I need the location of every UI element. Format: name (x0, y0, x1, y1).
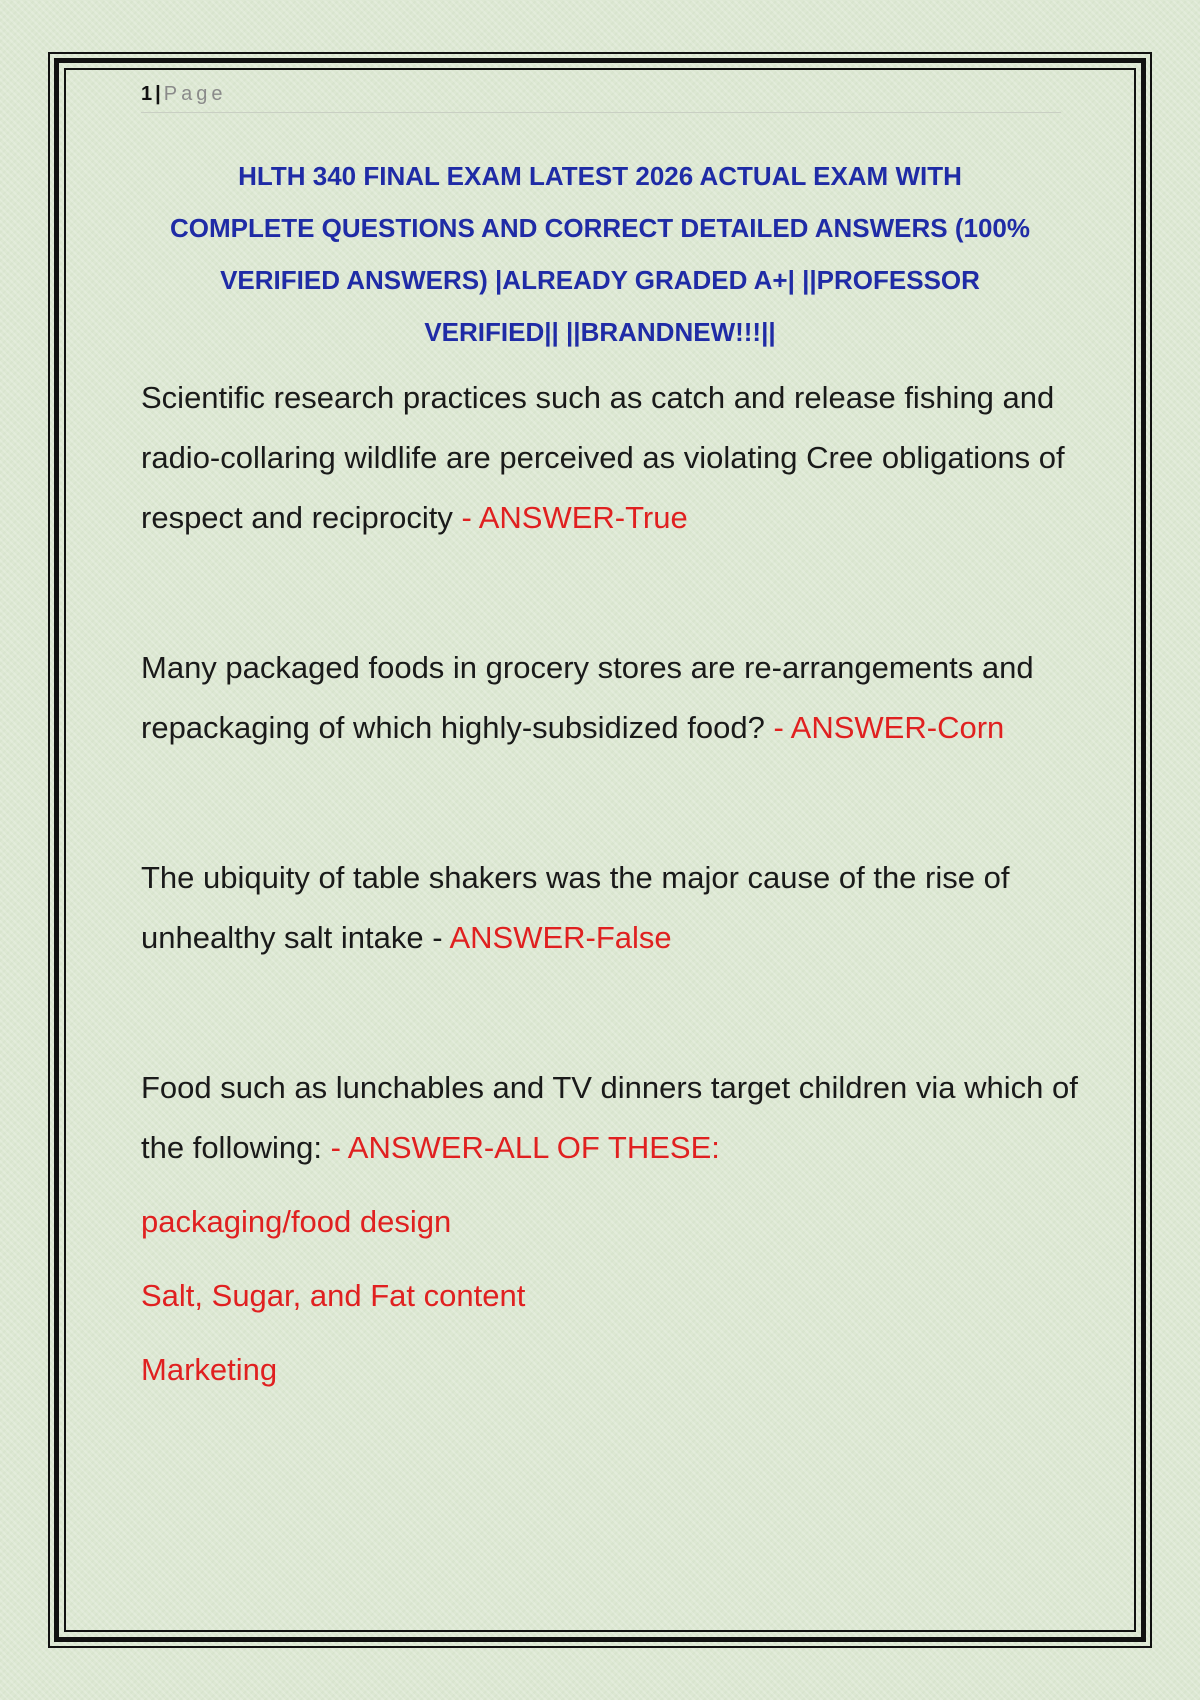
title-line: VERIFIED|| ||BRANDNEW!!!|| (424, 317, 776, 347)
question-text: The ubiquity of table shakers was the major cause of the rise of unhealthy salt intake - (141, 860, 1010, 955)
answer-option: Marketing (141, 1352, 278, 1387)
document-title (130, 150, 1070, 358)
spacer (141, 548, 1081, 638)
question-block (141, 848, 1081, 968)
answer-option: packaging/food design (141, 1204, 452, 1239)
page-number: 1 (141, 83, 153, 105)
title-line: HLTH 340 FINAL EXAM LATEST 2026 ACTUAL EXAM WITH (238, 161, 962, 191)
spacer (141, 758, 1081, 848)
answer-text: - ANSWER-ALL OF THESE: (321, 1130, 720, 1165)
page-separator: | (155, 83, 161, 105)
question-block (141, 638, 1081, 758)
page-header (141, 80, 1061, 113)
answer-text: ANSWER-False (442, 920, 672, 955)
answer-text: - ANSWER-True (452, 500, 688, 535)
answer-text: - ANSWER-Corn (764, 710, 1005, 745)
document-body (141, 368, 1081, 1400)
question-block (141, 368, 1081, 548)
page-label: Page (163, 83, 227, 105)
question-block (141, 1058, 1081, 1178)
title-line: COMPLETE QUESTIONS AND CORRECT DETAILED ANSWERS (100% (170, 213, 1030, 243)
question-text: Scientific research practices such as catch and release fishing and radio-collaring wildlife are perceived as violating Cree obligations of respect and reciprocity (141, 380, 1065, 535)
answer-option: Salt, Sugar, and Fat content (141, 1278, 526, 1313)
question-text: Food such as lunchables and TV dinners target children via which of the following: (141, 1070, 1078, 1165)
title-line: VERIFIED ANSWERS) |ALREADY GRADED A+| ||PROFESSOR (220, 265, 980, 295)
question-text: Many packaged foods in grocery stores are re-arrangements and repackaging of which highly-subsidized food? (141, 650, 1034, 745)
spacer (141, 968, 1081, 1058)
